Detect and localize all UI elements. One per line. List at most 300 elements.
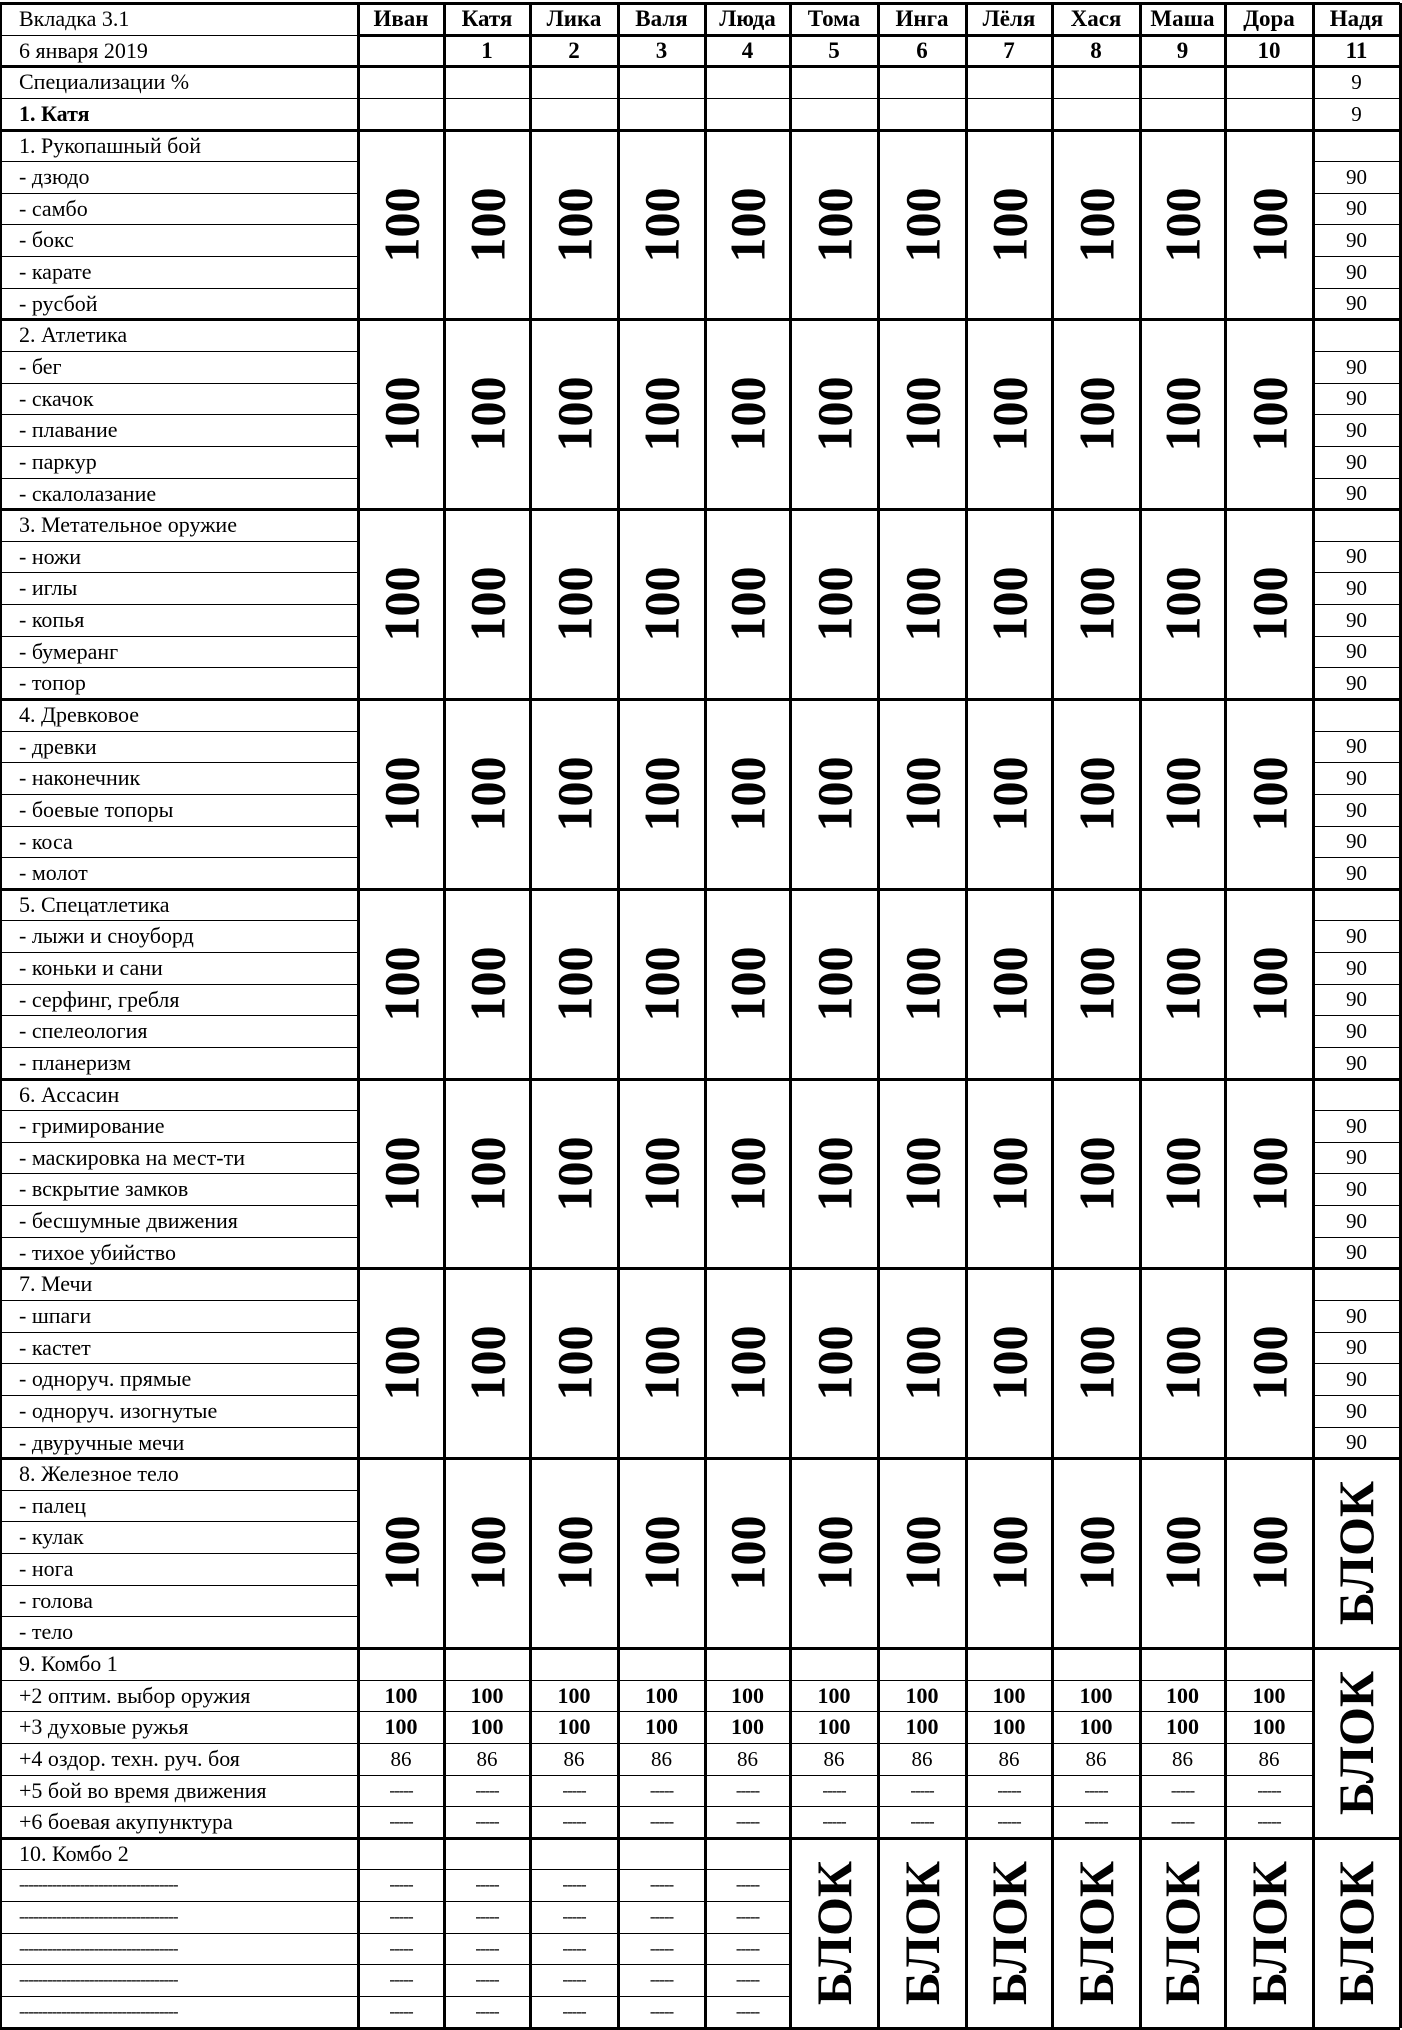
skill-label: - вскрытие замков xyxy=(19,1176,189,1201)
block-cell-text: БЛОК xyxy=(1328,1860,1385,2006)
skill-value-vertical xyxy=(1225,319,1313,509)
skill-value: 90 xyxy=(1346,227,1367,252)
skill-value-vertical xyxy=(1225,889,1313,1079)
skill-value-vertical xyxy=(705,319,790,509)
skill-value-vertical xyxy=(1140,1268,1225,1458)
row-border xyxy=(0,1837,1400,1840)
skill-value-vertical xyxy=(878,1079,966,1268)
row-border xyxy=(1313,1142,1400,1143)
row-border xyxy=(0,446,358,447)
skill-value-vertical xyxy=(705,130,790,319)
person-number: 9 xyxy=(1176,37,1189,63)
combo2-value: ----- xyxy=(389,1938,413,1958)
combo-value: 100 xyxy=(470,1682,504,1708)
combo-row-label: +4 оздор. техн. руч. боя xyxy=(19,1746,240,1771)
skill-label: - двуручные мечи xyxy=(19,1429,185,1455)
skill-value-vertical xyxy=(705,1268,790,1458)
person-number: 3 xyxy=(655,37,668,63)
combo2-value: ----- xyxy=(475,1907,499,1926)
skill-value: 90 xyxy=(1346,544,1367,568)
skill-value-vertical xyxy=(1140,509,1225,699)
row-border xyxy=(1313,478,1400,479)
row-border xyxy=(0,1142,358,1143)
combo-value: 100 xyxy=(384,1714,418,1739)
skill-value-vertical-text: 100 xyxy=(719,1515,776,1591)
skill-value-vertical-text: 100 xyxy=(373,1515,429,1591)
combo-value: 100 xyxy=(817,1682,851,1708)
skill-value: 90 xyxy=(1346,1145,1367,1169)
skill-value-vertical-text: 100 xyxy=(806,1515,862,1591)
row-border xyxy=(1313,952,1400,953)
skill-label: - кулак xyxy=(19,1524,84,1549)
skill-value-vertical xyxy=(618,1079,705,1268)
row-border xyxy=(1313,794,1400,795)
person-number: 5 xyxy=(828,37,840,63)
skill-value: 90 xyxy=(1346,1303,1367,1328)
combo-value: ----- xyxy=(562,1780,586,1800)
skill-value-vertical-text: 100 xyxy=(806,187,862,262)
skill-value-vertical-text: 100 xyxy=(373,566,429,642)
skill-value: 90 xyxy=(1346,607,1367,632)
row-border xyxy=(0,888,1400,891)
block-cell-text: БЛОК xyxy=(1328,1480,1385,1626)
skill-value-vertical xyxy=(790,1079,878,1268)
skill-value-vertical xyxy=(878,319,966,509)
skill-label: - нога xyxy=(19,1556,74,1581)
row-border xyxy=(1313,1237,1400,1238)
skill-value-vertical xyxy=(705,889,790,1079)
skill-value-vertical xyxy=(790,889,878,1079)
skill-value-vertical xyxy=(530,889,618,1079)
category-title: 6. Ассасин xyxy=(19,1081,120,1107)
row-border xyxy=(1313,1047,1400,1048)
skill-value-vertical xyxy=(1052,130,1140,319)
skill-label: - боевые топоры xyxy=(19,797,174,822)
category-title: 2. Атлетика xyxy=(19,322,128,347)
row-border xyxy=(1313,572,1400,573)
row-border xyxy=(0,414,358,415)
combo-value: 100 xyxy=(905,1714,939,1739)
row-border xyxy=(0,984,358,985)
skill-value-vertical xyxy=(705,1079,790,1268)
skill-value-vertical-text: 100 xyxy=(806,756,862,832)
skill-value-vertical-text: 100 xyxy=(894,1325,950,1401)
skill-value-vertical-text: 100 xyxy=(981,756,1037,832)
row-border xyxy=(1313,541,1400,542)
skill-value-vertical-text: 100 xyxy=(806,1325,862,1401)
skill-value-vertical xyxy=(530,130,618,319)
skill-value-vertical xyxy=(878,509,966,699)
skill-value-vertical-text: 100 xyxy=(981,566,1037,642)
combo-row-label: +3 духовые ружья xyxy=(19,1714,189,1739)
skill-label: - гримирование xyxy=(19,1113,165,1138)
person-name: Маша xyxy=(1150,6,1215,31)
skill-value-vertical xyxy=(705,1458,790,1648)
skill-value-vertical-text: 100 xyxy=(373,756,429,832)
combo-value: ----- xyxy=(997,1812,1021,1831)
skill-value-vertical-text: 100 xyxy=(806,376,862,452)
row-border xyxy=(0,1585,358,1586)
skill-value-vertical xyxy=(1140,1079,1225,1268)
category-title: 4. Древковое xyxy=(19,702,140,727)
combo2-value: ----- xyxy=(735,1970,760,1989)
row-border xyxy=(0,1901,790,1902)
row-border xyxy=(0,1237,358,1238)
skill-value: 90 xyxy=(1346,1335,1367,1359)
combo-value: ----- xyxy=(475,1780,499,1800)
block-cell xyxy=(1052,1838,1140,2028)
row-border xyxy=(0,1427,358,1428)
row-border xyxy=(0,1300,358,1301)
skill-value-vertical-text: 100 xyxy=(633,376,690,452)
skill-value-vertical-text: 100 xyxy=(1241,1325,1297,1401)
combo-value: 100 xyxy=(1252,1682,1286,1708)
row-border xyxy=(0,1047,358,1048)
skill-value-vertical xyxy=(1052,1458,1140,1648)
skill-label: - скачок xyxy=(19,385,94,411)
skill-value-vertical-text: 100 xyxy=(459,566,515,642)
skill-label: - ножи xyxy=(19,543,82,569)
skill-value-vertical xyxy=(358,509,444,699)
skill-value-vertical-text: 100 xyxy=(894,187,950,262)
combo-value: ----- xyxy=(910,1812,934,1831)
category-title: 8. Железное тело xyxy=(19,1461,179,1486)
skill-value-vertical xyxy=(444,1079,530,1268)
skill-value-vertical xyxy=(530,1268,618,1458)
person-number: 6 xyxy=(916,37,928,63)
skill-label: - коньки и сани xyxy=(19,955,163,980)
skill-value-vertical-text: 100 xyxy=(1068,376,1124,452)
skill-value: 90 xyxy=(1346,1018,1367,1043)
skill-value-vertical-text: 100 xyxy=(1068,1515,1124,1591)
combo-value: ----- xyxy=(822,1812,846,1831)
combo-value: 100 xyxy=(557,1714,591,1739)
combo2-row-label: ---------------------------------- xyxy=(19,1875,178,1894)
combo2-value: ----- xyxy=(389,1907,413,1926)
row-border xyxy=(1313,920,1400,921)
combo2-value: ----- xyxy=(562,1907,586,1926)
skill-value-vertical-text: 100 xyxy=(459,1136,515,1211)
row-border xyxy=(0,826,358,827)
skill-value-vertical-text: 100 xyxy=(1241,1515,1297,1591)
column-border xyxy=(704,3,707,2028)
block-cell xyxy=(1313,1838,1400,2028)
row-border xyxy=(0,256,358,257)
combo-value: ----- xyxy=(649,1812,674,1831)
skill-label: - карате xyxy=(19,259,92,284)
row-border xyxy=(0,1490,358,1491)
skill-value-vertical-text: 100 xyxy=(894,946,950,1022)
skill-value: 90 xyxy=(1346,955,1367,980)
skill-value: 90 xyxy=(1346,797,1367,822)
skill-value: 90 xyxy=(1346,765,1367,790)
row-border xyxy=(1313,857,1400,858)
skill-value-vertical xyxy=(966,130,1052,319)
skill-value-vertical xyxy=(790,699,878,889)
subject-value: 9 xyxy=(1351,101,1362,126)
combo2-value: ----- xyxy=(735,2002,760,2021)
skill-value-vertical xyxy=(1052,889,1140,1079)
skill-value-vertical-text: 100 xyxy=(719,946,776,1022)
row-border xyxy=(0,1015,358,1016)
skill-value: 90 xyxy=(1346,860,1367,885)
person-name: Лика xyxy=(546,6,602,31)
combo2-value: ----- xyxy=(649,1970,674,1989)
block-cell-text: БЛОК xyxy=(981,1860,1037,2006)
combo-row-label: +6 боевая акупунктура xyxy=(19,1809,233,1834)
row-border xyxy=(0,1457,1400,1460)
skill-label: - маскировка на мест-ти xyxy=(19,1144,245,1170)
row-border xyxy=(0,1332,358,1333)
skill-value-vertical-text: 100 xyxy=(894,1136,950,1211)
skill-label: - молот xyxy=(19,860,88,885)
skill-value-vertical xyxy=(1225,130,1313,319)
row-border xyxy=(1313,256,1400,257)
row-border xyxy=(0,731,358,732)
row-border xyxy=(358,34,1400,37)
combo-value: 86 xyxy=(911,1746,933,1771)
column-border xyxy=(1051,3,1054,2028)
combo2-row-label: ---------------------------------- xyxy=(19,1938,178,1958)
skill-value: 90 xyxy=(1346,829,1367,853)
row-border xyxy=(0,1775,1313,1776)
row-border xyxy=(1313,636,1400,637)
skill-label: - копья xyxy=(19,607,85,632)
skill-value-vertical xyxy=(358,1458,444,1648)
skill-value: 90 xyxy=(1346,923,1367,948)
combo-value: ----- xyxy=(997,1780,1021,1800)
skill-value-vertical-text: 100 xyxy=(981,1136,1037,1211)
skill-value-vertical xyxy=(1225,1458,1313,1648)
sheet-date: 6 января 2019 xyxy=(19,37,148,63)
skill-value-vertical xyxy=(1052,1079,1140,1268)
combo-value: 100 xyxy=(731,1682,764,1708)
row-border xyxy=(1313,826,1400,827)
row-border xyxy=(0,318,1400,321)
row-border xyxy=(1313,446,1400,447)
row-border xyxy=(0,541,358,542)
skill-value-vertical xyxy=(966,699,1052,889)
skill-value-vertical-text: 100 xyxy=(1154,1136,1211,1211)
skill-value: 90 xyxy=(1346,1113,1367,1138)
row-border xyxy=(0,224,358,225)
skill-value-vertical xyxy=(618,130,705,319)
specializations-label: Специализации % xyxy=(19,69,190,94)
row-border xyxy=(1313,161,1400,162)
block-cell-text: БЛОК xyxy=(1328,1670,1385,1816)
combo-value: ----- xyxy=(735,1812,760,1831)
skill-value-vertical xyxy=(1052,1268,1140,1458)
category-title: 3. Метательное оружие xyxy=(19,512,237,537)
specialization-value: 9 xyxy=(1351,69,1362,94)
block-cell-text: БЛОК xyxy=(1068,1860,1124,2006)
skill-value-vertical xyxy=(358,1268,444,1458)
skill-label: - скалолазание xyxy=(19,480,157,506)
skill-value-vertical-text: 100 xyxy=(806,1136,862,1211)
skill-value-vertical-text: 100 xyxy=(633,566,690,642)
combo-row-label: +5 бой во время движения xyxy=(19,1777,267,1803)
row-border xyxy=(0,1110,358,1111)
skill-value-vertical xyxy=(966,1458,1052,1648)
skill-value-vertical xyxy=(444,889,530,1079)
skill-value: 90 xyxy=(1346,417,1367,442)
row-border xyxy=(0,794,358,795)
skill-value: 90 xyxy=(1346,449,1367,474)
skill-value-vertical-text: 100 xyxy=(981,376,1037,452)
skill-label: - лыжи и сноуборд xyxy=(19,923,194,948)
row-border xyxy=(1313,731,1400,732)
skill-value-vertical-text: 100 xyxy=(1154,187,1211,262)
row-border xyxy=(0,698,1400,701)
skill-label: - древки xyxy=(19,733,97,759)
skill-value-vertical xyxy=(790,130,878,319)
row-border xyxy=(0,1680,1313,1681)
row-border xyxy=(0,1869,790,1870)
person-number: 7 xyxy=(1003,37,1015,63)
skill-label: - бесшумные движения xyxy=(19,1208,238,1233)
combo-value: 100 xyxy=(384,1682,418,1708)
combo2-value: ----- xyxy=(389,1875,413,1894)
combo2-value: ----- xyxy=(735,1907,760,1926)
skill-label: - одноруч. прямые xyxy=(19,1366,192,1391)
row-border xyxy=(1313,984,1400,985)
person-name: Дора xyxy=(1243,6,1295,31)
skill-value-vertical xyxy=(1225,699,1313,889)
row-border xyxy=(1313,414,1400,415)
combo-value: ----- xyxy=(1257,1812,1281,1831)
skill-value-vertical xyxy=(790,1268,878,1458)
row-border xyxy=(0,572,358,573)
skill-value: 90 xyxy=(1346,1050,1367,1075)
combo2-value: ----- xyxy=(562,1875,586,1894)
row-border xyxy=(1313,1395,1400,1396)
skill-value: 90 xyxy=(1346,164,1367,189)
skill-label: - самбо xyxy=(19,195,88,221)
skill-value-vertical-text: 100 xyxy=(1154,376,1211,452)
skill-label: - серфинг, гребля xyxy=(19,986,180,1012)
combo-value: 100 xyxy=(992,1714,1026,1739)
column-border xyxy=(1224,3,1227,2028)
skill-value-vertical xyxy=(530,1079,618,1268)
combo-value: ----- xyxy=(1170,1780,1195,1800)
skill-value-vertical-text: 100 xyxy=(1068,946,1124,1022)
skill-value-vertical-text: 100 xyxy=(894,1515,950,1591)
combo-value: 86 xyxy=(651,1746,672,1771)
skill-value-vertical-text: 100 xyxy=(1241,566,1297,642)
skill-value-vertical xyxy=(1140,130,1225,319)
person-name: Иван xyxy=(373,6,429,31)
block-cell xyxy=(1313,1648,1400,1838)
combo-value: 100 xyxy=(817,1714,851,1739)
skill-value-vertical-text: 100 xyxy=(633,1325,690,1401)
skill-value-vertical xyxy=(358,889,444,1079)
column-border xyxy=(443,3,446,2028)
column-border xyxy=(789,3,792,2028)
category-title: 7. Мечи xyxy=(19,1271,93,1296)
skill-label: - спелеология xyxy=(19,1018,148,1043)
row-border xyxy=(0,508,1400,511)
block-cell-text: БЛОК xyxy=(1154,1860,1211,2006)
skill-value-vertical-text: 100 xyxy=(806,566,862,642)
row-border xyxy=(0,1521,358,1522)
skill-label: - шпаги xyxy=(19,1303,92,1328)
skill-value-vertical-text: 100 xyxy=(719,1136,776,1211)
row-border xyxy=(0,1933,790,1934)
column-border xyxy=(877,3,880,2028)
skill-value-vertical xyxy=(790,509,878,699)
person-name: Лёля xyxy=(982,6,1036,31)
row-border xyxy=(0,1616,358,1617)
combo-row-label: +2 оптим. выбор оружия xyxy=(19,1682,251,1708)
skill-value-vertical-text: 100 xyxy=(981,946,1037,1022)
person-name: Надя xyxy=(1329,6,1384,31)
skill-value-vertical xyxy=(705,699,790,889)
skill-value-vertical xyxy=(444,319,530,509)
skill-value-vertical-text: 100 xyxy=(546,1515,602,1591)
combo-value: 100 xyxy=(557,1682,591,1708)
row-border xyxy=(1313,1427,1400,1428)
skill-value-vertical xyxy=(618,1458,705,1648)
skill-value-vertical xyxy=(358,699,444,889)
skill-value-vertical xyxy=(530,699,618,889)
skill-value-vertical-text: 100 xyxy=(459,756,515,832)
skill-value-vertical-text: 100 xyxy=(633,1136,690,1211)
skill-value-vertical-text: 100 xyxy=(894,566,950,642)
skill-value-vertical xyxy=(444,1458,530,1648)
row-border xyxy=(0,952,358,953)
block-cell xyxy=(1140,1838,1225,2028)
combo-value: 100 xyxy=(905,1682,939,1708)
block-cell xyxy=(790,1838,878,2028)
combo1-title: 9. Комбо 1 xyxy=(19,1651,118,1676)
skill-value-vertical xyxy=(966,509,1052,699)
skill-value-vertical-text: 100 xyxy=(1154,756,1211,832)
skill-label: - наконечник xyxy=(19,765,141,790)
skill-value-vertical-text: 100 xyxy=(633,756,690,832)
combo-value: ----- xyxy=(649,1780,674,1800)
skill-label: - тело xyxy=(19,1619,74,1644)
skill-label: - топор xyxy=(19,670,86,695)
combo-value: 100 xyxy=(1079,1682,1113,1708)
skill-value-vertical-text: 100 xyxy=(1154,566,1211,642)
combo2-value: ----- xyxy=(389,2002,413,2021)
combo-value: ----- xyxy=(822,1780,846,1800)
skill-value-vertical xyxy=(444,509,530,699)
row-border xyxy=(0,1743,1313,1744)
skill-value-vertical-text: 100 xyxy=(546,187,602,262)
block-cell-text: БЛОК xyxy=(894,1860,950,2006)
skill-value: 90 xyxy=(1346,670,1367,695)
row-border xyxy=(1313,1300,1400,1301)
skill-value-vertical-text: 100 xyxy=(1241,187,1297,262)
skill-value-vertical-text: 100 xyxy=(459,187,515,262)
combo-value: ----- xyxy=(910,1780,934,1800)
row-border xyxy=(0,161,358,162)
row-border xyxy=(0,667,358,668)
skill-value: 90 xyxy=(1346,1208,1367,1233)
skill-value-vertical-text: 100 xyxy=(373,1325,429,1401)
skill-value-vertical xyxy=(966,889,1052,1079)
block-cell-text: БЛОК xyxy=(806,1860,862,2006)
skill-value-vertical-text: 100 xyxy=(719,1325,776,1401)
skill-value-vertical xyxy=(966,1079,1052,1268)
skill-value-vertical xyxy=(618,509,705,699)
row-border xyxy=(0,636,358,637)
row-border xyxy=(0,1173,358,1174)
skill-value-vertical-text: 100 xyxy=(894,376,950,452)
skill-value: 90 xyxy=(1346,734,1367,758)
row-border xyxy=(0,920,358,921)
